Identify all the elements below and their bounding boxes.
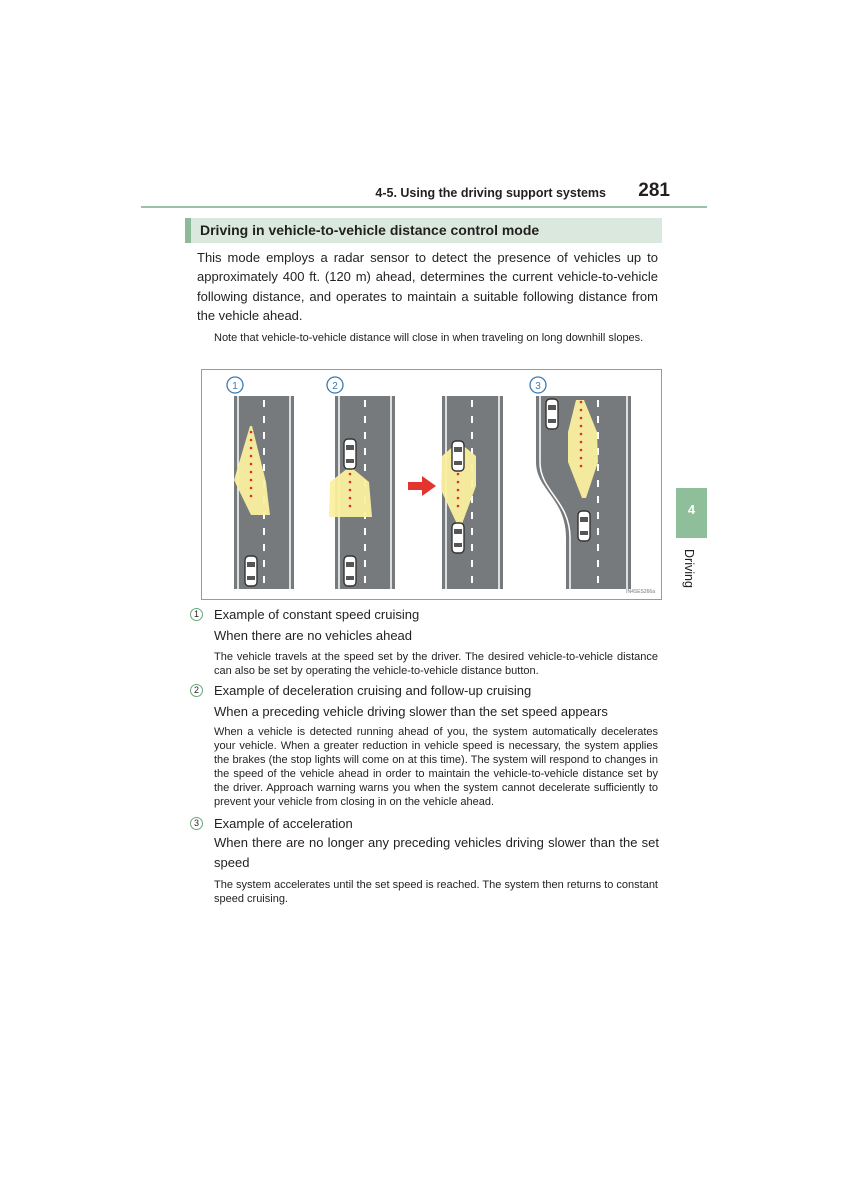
radar-dots-3	[580, 401, 583, 468]
scene-label-3: 3	[535, 381, 541, 392]
scene-label-2: 2	[332, 381, 338, 392]
item-subtitle: When there are no vehicles ahead	[214, 628, 413, 643]
own-car-3	[578, 511, 590, 541]
transition-arrow	[408, 476, 436, 496]
scene-follow-up	[441, 396, 503, 589]
scene-acceleration	[530, 377, 631, 589]
lead-car-2	[344, 439, 356, 469]
chapter-tab[interactable]	[676, 488, 707, 538]
section-heading-bar	[185, 218, 662, 243]
scene-label-1: 1	[232, 381, 238, 392]
item-title: Example of constant speed cruising	[214, 607, 420, 622]
lead-car-2b	[452, 441, 464, 471]
illustration-svg	[202, 370, 662, 600]
intro-paragraph: This mode employs a radar sensor to detect the presence of vehicles up to approximately 400 ft. (120 m) ahead, determines the current vehicle-to-vehicle following distance, and operates to maintain a suitable following distance from the vehicle ahead.	[197, 250, 658, 323]
radar-cruise-illustration	[201, 369, 662, 600]
exiting-car-3	[546, 399, 558, 429]
own-car-1	[245, 556, 257, 586]
own-car-2b	[452, 523, 464, 553]
item-body: When a vehicle is detected running ahead of you, the system automatically decelerates your vehicle. When a greater reduction in vehicle speed is necessary, the system applies the brakes (the stop lights will come on at this time). The system will respond to changes in the speed of the vehicle ahead in order to maintain the vehicle-to-vehicle distance set by the driver. Approach warning warns you when the system cannot decelerate sufficiently to prevent your vehicle from closing in on the vehicle ahead.	[214, 726, 658, 808]
scene-deceleration	[327, 377, 395, 589]
scene-constant-speed	[227, 377, 294, 589]
page-number: 281	[638, 180, 670, 201]
item-subtitle: When a preceding vehicle driving slower than the set speed appears	[214, 704, 608, 719]
section-heading: Driving in vehicle-to-vehicle distance control mode	[200, 222, 540, 238]
header-rule	[141, 206, 707, 208]
item-subtitle: When there are no longer any preceding vehicles driving slower than the set speed	[214, 835, 659, 870]
item-number: 1	[190, 608, 203, 621]
item-number: 3	[190, 817, 203, 830]
item-title: Example of acceleration	[214, 816, 353, 831]
running-header: 4-5. Using the driving support systems	[375, 186, 606, 200]
figure-code: IN4SES266a	[626, 589, 655, 595]
chapter-number: 4	[687, 502, 696, 517]
chapter-label: Driving	[682, 549, 696, 588]
radar-dots-1	[250, 431, 253, 498]
note-paragraph: Note that vehicle-to-vehicle distance will close in when traveling on long downhill slopes.	[214, 332, 644, 344]
item-title: Example of deceleration cruising and follow-up cruising	[214, 683, 532, 698]
item-number: 2	[190, 684, 203, 697]
own-car-2	[344, 556, 356, 586]
item-body: The system accelerates until the set speed is reached. The system then returns to constant speed cruising.	[214, 879, 658, 905]
item-body: The vehicle travels at the speed set by the driver. The desired vehicle-to-vehicle distance can also be set by operating the vehicle-to-vehicle distance button.	[214, 651, 658, 677]
